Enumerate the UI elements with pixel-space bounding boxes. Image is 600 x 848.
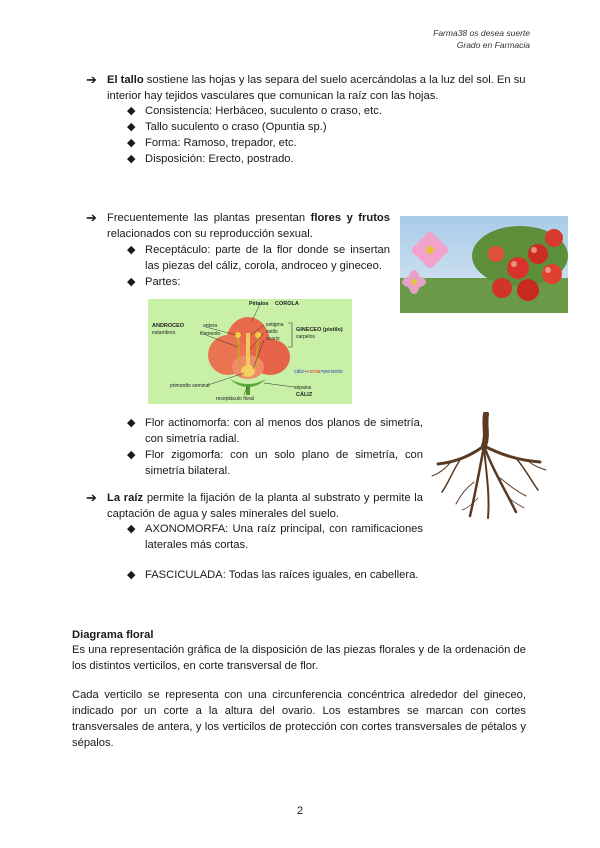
tallo-line-1	[107, 72, 527, 88]
diamond-bullet-icon: ◆	[127, 121, 136, 133]
label-carpelos: carpelos	[296, 334, 315, 340]
root-svg	[430, 412, 548, 520]
header-line-2: Grado en Farmacia	[456, 40, 530, 50]
flower-parts-diagram	[148, 299, 352, 404]
floral-p2-line-2: indicado por un corte a la altura del ovario. Los estambres se marcan con cortes	[72, 705, 526, 717]
label-filamento: filamento	[200, 331, 221, 337]
flowers-fruits-photo	[400, 216, 568, 313]
page-header	[433, 27, 530, 51]
label-petalos: Pétalos	[249, 301, 269, 307]
diamond-bullet-icon: ◆	[127, 449, 136, 461]
raiz-bullet-2: FASCICULADA: Todas las raíces iguales, en cabellera.	[145, 569, 419, 581]
tallo-title: El tallo	[107, 74, 144, 86]
floral-title: Diagrama floral	[72, 629, 154, 641]
diamond-bullet-icon: ◆	[127, 569, 136, 581]
tallo-text: sostiene las hojas y las separa del suelo acercándolas a la luz del sol. En su	[143, 74, 526, 86]
flowers-fruits-svg	[400, 216, 568, 313]
label-antera: antera	[203, 323, 218, 329]
arrow-bullet-icon: ➔	[86, 210, 97, 225]
flores-bullet-2: Partes:	[145, 276, 181, 288]
tallo-bullet-3: Forma: Ramoso, trepador, etc.	[145, 137, 297, 149]
floral-p2-line-1: Cada verticilo se representa con una circunferencia concéntrica alrededor del gineceo,	[72, 689, 526, 701]
label-estambres: estambres	[152, 330, 176, 336]
tallo-line-2: interior hay tejidos vasculares que comunican la raíz con las hojas.	[107, 90, 439, 102]
floral-p1-line-2: los distintos verticilos, en corte transversal de flor.	[72, 660, 319, 672]
flores-line-2: relacionados con su reproducción sexual.	[107, 228, 313, 240]
label-ovario: ovario	[266, 336, 280, 342]
stem-shape	[246, 385, 250, 395]
label-receptaculo: receptáculo floral	[216, 396, 255, 402]
label-corola: COROLA	[275, 301, 299, 307]
formula-corola: corola	[306, 369, 321, 375]
formula-periantio: =periantio	[320, 369, 343, 375]
style-shape	[246, 333, 250, 369]
label-androceo: ANDROCEO	[152, 323, 185, 329]
formula-caliz: cáliz+	[294, 369, 307, 375]
label-estigma: estigma	[266, 322, 284, 328]
page-number: 2	[296, 805, 304, 817]
label-formula	[294, 369, 343, 375]
root-photo	[430, 412, 548, 520]
ovary-shape	[241, 365, 255, 377]
tallo-bullet-2: Tallo suculento o craso (Opuntia sp.)	[145, 121, 327, 133]
label-caliz: CÁLIZ	[296, 392, 313, 398]
tallo-bullet-4: Disposición: Erecto, postrado.	[145, 153, 294, 165]
flower-center-shape	[426, 246, 434, 254]
diamond-bullet-icon: ◆	[127, 417, 136, 429]
raiz-line-1	[107, 490, 423, 506]
label-gineceo: GINECEO (pistilo)	[296, 327, 343, 333]
raiz-bullet-1-line-1: AXONOMORFA: Una raíz principal, con ramificaciones	[145, 523, 423, 535]
floral-p2-line-4: sépalos.	[72, 737, 114, 749]
flores-bullet-4-line-2: simetría bilateral.	[145, 465, 231, 477]
flores-bullet-4-line-1: Flor zigomorfa: con un solo plano de simetría, con	[145, 449, 423, 461]
floral-p2-line-3: transversales de antera, y los verticilos de protección con cortes transversales de pétalos y	[72, 721, 526, 733]
arrow-bullet-icon: ➔	[86, 490, 97, 505]
label-primordio: primordio seminal	[170, 383, 210, 389]
flores-bullet-3-line-2: con simetría radial.	[145, 433, 240, 445]
diamond-bullet-icon: ◆	[127, 523, 136, 535]
diamond-bullet-icon: ◆	[127, 153, 136, 165]
raiz-title: La raíz	[107, 492, 144, 504]
flores-bullet-3-line-1: Flor actinomorfa: con al menos dos planos de simetría,	[145, 417, 423, 429]
flores-bullet-1-line-2: las piezas del cáliz, corola, androceo y gineceo.	[145, 260, 382, 272]
flores-bullet-1-line-1: Receptáculo: parte de la flor donde se insertan	[145, 244, 390, 256]
flower-diagram-svg	[148, 299, 352, 404]
raiz-text: permite la fijación de la planta al substrato y permite la	[143, 492, 423, 504]
label-estilo: estilo	[266, 329, 278, 335]
diamond-bullet-icon: ◆	[127, 105, 136, 117]
diamond-bullet-icon: ◆	[127, 137, 136, 149]
flower-center-shape	[411, 279, 417, 285]
arrow-bullet-icon: ➔	[86, 72, 97, 87]
diamond-bullet-icon: ◆	[127, 244, 136, 256]
root-shape	[432, 414, 546, 518]
tallo-bullet-1: Consistencia: Herbáceo, suculento o craso, etc.	[145, 105, 382, 117]
raiz-line-2: captación de agua y sales minerales del suelo.	[107, 508, 339, 520]
floral-p1-line-1: Es una representación gráfica de la disposición de las piezas florales y de la ordenación de	[72, 644, 526, 656]
diamond-bullet-icon: ◆	[127, 276, 136, 288]
raiz-bullet-1-line-2: laterales más cortas.	[145, 539, 249, 551]
header-line-1: Farma38 os desea suerte	[433, 28, 530, 38]
label-sepalos: sépalos	[294, 385, 312, 391]
flores-line-1	[107, 210, 390, 226]
flores-text: Frecuentemente las plantas presentan	[107, 212, 311, 224]
flores-title: flores y frutos	[310, 212, 390, 224]
